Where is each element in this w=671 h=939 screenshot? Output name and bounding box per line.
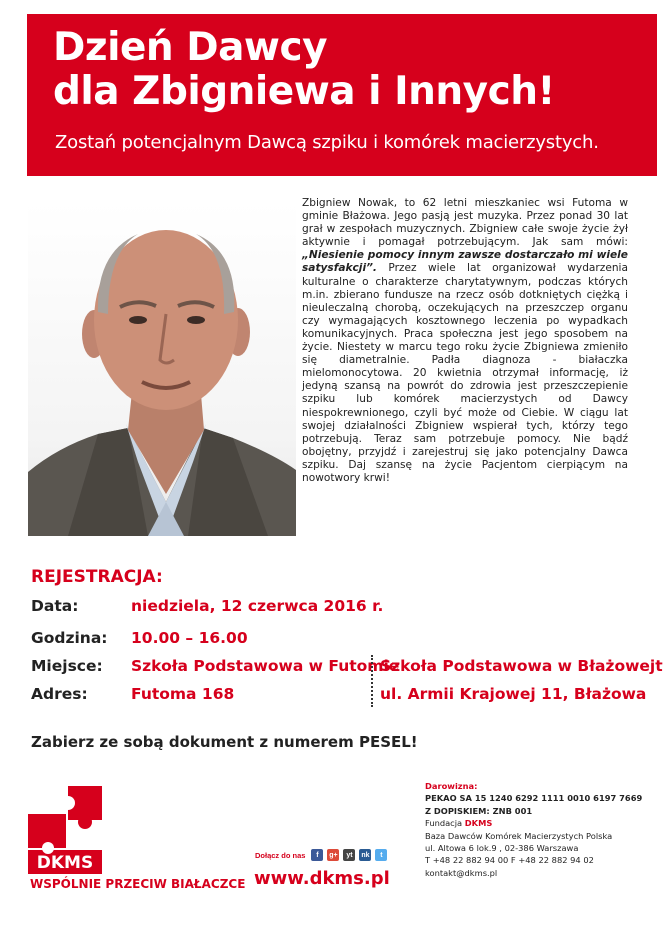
story-text-2: Przez wiele lat organizował wydarzenia kulturalne o charakterze charytatywnym, podczas których m.in. zbierano fundusze na rzecz osób dotkniętych ciężką i nieuleczalną chorobą, oczekujących na przeszczep organu czy wymagających kosztownego leczenia po wypadkach komunikacyjnych. Praca społeczna jest jego sposobem na życie. Niestety w marcu tego roku życie Zbigniewa zmieniło się diametralnie. Padła diagnoza - białaczka mielomonocytowa. 20 kwietnia otrzymał informację, iż jedyną szansą na powrót do zdrowia jest przeszczepienie szpiku lub komórek macierzystych od Dawcy niespokrewnionego, czyli być może od Ciebie. W ciągu lat swojej działalności Zbigniew wspierał tych, którzy tego potrzebują. Teraz sam potrzebuje pomocy. Nie bądź obojętny, przyjdź i zarejestruj się jako potencjalny Dawca szpiku. Daj szansę na życie Pacjentom cierpiącym na nowotwory krwi! — [302, 262, 628, 484]
foundation-name: DKMS — [464, 818, 493, 829]
google-plus-icon[interactable]: g+ — [327, 849, 339, 861]
join-label: Dołącz do nas — [255, 850, 306, 860]
transfer-note: Z DOPISKIEM: ZNB 001 — [425, 805, 533, 816]
patient-story — [302, 197, 628, 485]
twitter-icon[interactable]: t — [375, 849, 387, 861]
title-line-2: dla Zbigniewa i Innych! — [53, 69, 555, 114]
website-link[interactable]: www.dkms.pl — [254, 868, 390, 889]
patient-photo — [28, 202, 296, 536]
dkms-logo — [28, 786, 108, 879]
location-divider — [371, 655, 373, 707]
time-label: Godzina: — [31, 629, 108, 647]
time-value: 10.00 – 16.00 — [131, 629, 248, 647]
story-text-1: Zbigniew Nowak, to 62 letni mieszkaniec wsi Futoma w gminie Błażowa. Jego pasją jest muzyka. Przez ponad 30 lat grał w zespołach muzycznych. Zbigniew całe swoje życie żył aktywnie i pomagał potrzebującym. Jak sam mówi: — [302, 197, 628, 249]
place-value-2: Szkoła Podstawowa w Błażowejt — [380, 657, 663, 675]
social-links — [255, 849, 387, 861]
org-phone: T +48 22 882 94 00 F +48 22 882 94 02 — [425, 855, 594, 866]
portrait-illustration — [28, 202, 296, 536]
facebook-icon[interactable]: f — [311, 849, 323, 861]
date-value: niedziela, 12 czerwca 2016 r. — [131, 597, 384, 615]
page-title — [53, 26, 555, 114]
page-subtitle: Zostań potencjalnym Dawcą szpiku i komórek macierzystych. — [55, 132, 599, 153]
story-quote: „Niesienie pomocy innym zawsze dostarczało mi wiele satysfakcji”. — [302, 249, 628, 275]
title-line-1: Dzień Dawcy — [53, 25, 327, 70]
youtube-icon[interactable]: yt — [343, 849, 355, 861]
donation-heading: Darowizna: — [425, 781, 478, 791]
org-name: Baza Dawców Komórek Macierzystych Polska — [425, 830, 613, 841]
date-label: Data: — [31, 597, 79, 615]
org-email[interactable]: kontakt@dkms.pl — [425, 867, 498, 878]
bank-account: PEKAO SA 15 1240 6292 1111 0010 6197 7669 — [425, 793, 643, 804]
header-banner — [27, 14, 657, 176]
foundation-prefix: Fundacja — [425, 818, 465, 829]
address-value-2: ul. Armii Krajowej 11, Błażowa — [380, 685, 647, 703]
foundation-line — [425, 817, 642, 829]
org-address: ul. Altowa 6 lok.9 , 02-386 Warszawa — [425, 843, 579, 854]
logo-text: DKMS — [36, 853, 94, 873]
place-label: Miejsce: — [31, 657, 103, 675]
donation-info — [425, 780, 642, 879]
pesel-note: Zabierz ze sobą dokument z numerem PESEL! — [31, 733, 418, 751]
place-value-1: Szkoła Podstawowa w Futomie — [131, 657, 400, 675]
address-value-1: Futoma 168 — [131, 685, 235, 703]
nk-icon[interactable]: nk — [359, 849, 371, 861]
address-label: Adres: — [31, 685, 88, 703]
puzzle-logo-icon — [28, 786, 108, 874]
registration-heading: REJESTRACJA: — [31, 567, 163, 587]
dkms-tagline: WSPÓLNIE PRZECIW BIAŁACZCE — [30, 877, 246, 891]
